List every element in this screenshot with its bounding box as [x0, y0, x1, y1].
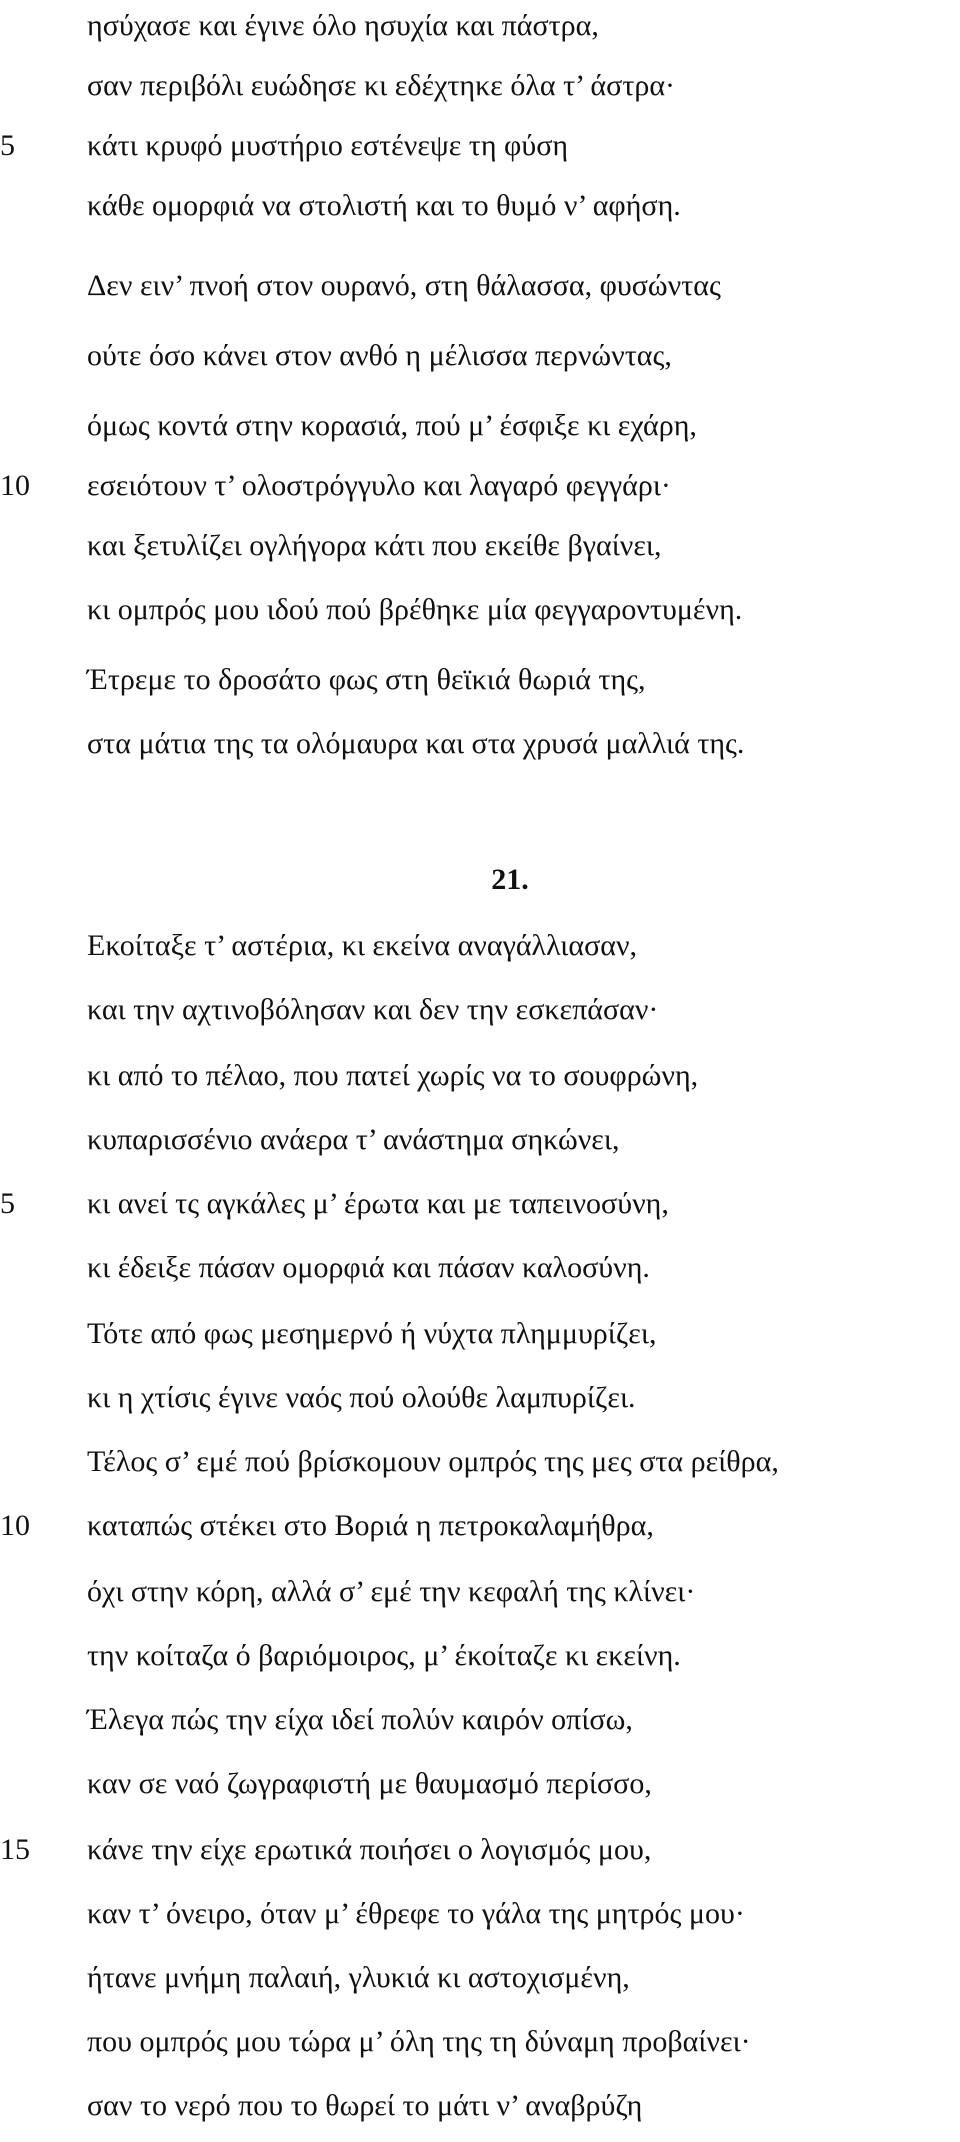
verse-line: Τότε από φως μεσημερνό ή νύχτα πλημμυρίζει, [87, 1317, 657, 1350]
verse-line: κάτι κρυφό μυστήριο εστένεψε τη φύση [87, 129, 569, 162]
verse-line: και ξετυλίζει ογλήγορα κάτι που εκείθε βγαίνει, [87, 529, 662, 562]
line-number: 5 [0, 129, 15, 162]
verse-line: καταπώς στέκει στο Βοριά η πετροκαλαμήθρα, [87, 1509, 654, 1542]
verse-line: κι ομπρός μου ιδού πού βρέθηκε μία φεγγαροντυμένη. [87, 593, 743, 626]
verse-line: ούτε όσο κάνει στον ανθό η μέλισσα περνώντας, [87, 339, 672, 372]
verse-line: κι από το πέλαο, που πατεί χωρίς να το σουφρώνη, [87, 1059, 699, 1092]
verse-line: στα μάτια της τα ολόμαυρα και στα χρυσά μαλλιά της. [87, 727, 745, 760]
verse-line: την κοίταζα ό βαριόμοιρος, μ’ έκοίταζε κι εκείνη. [87, 1639, 681, 1672]
verse-line: κυπαρισσένιο ανάερα τ’ ανάστημα σηκώνει, [87, 1123, 620, 1156]
line-number: 5 [0, 1187, 15, 1220]
verse-line: Τέλος σ’ εμέ πού βρίσκομουν ομπρός της μες στα ρείθρα, [87, 1445, 779, 1478]
verse-line: και την αχτινοβόλησαν και δεν την εσκεπάσαν· [87, 993, 659, 1026]
verse-line: ήτανε μνήμη παλαιή, γλυκιά κι αστοχισμένη, [87, 1961, 630, 1994]
verse-line: όμως κοντά στην κορασιά, πού μ’ έσφιξε κι εχάρη, [87, 409, 697, 442]
verse-line: Έλεγα πώς την είχα ιδεί πολύν καιρόν οπίσω, [87, 1703, 633, 1736]
line-number: 10 [0, 469, 30, 502]
verse-line: που ομπρός μου τώρα μ’ όλη της τη δύναμη προβαίνει· [87, 2025, 751, 2058]
verse-line: καν τ’ όνειρο, όταν μ’ έθρεφε το γάλα της μητρός μου· [87, 1897, 745, 1930]
verse-line: κι ανεί τς αγκάλες μ’ έρωτα και με ταπεινοσύνη, [87, 1187, 669, 1220]
line-number: 10 [0, 1509, 30, 1542]
verse-line: Εκοίταξε τ’ αστέρια, κι εκείνα αναγάλλιασαν, [87, 929, 638, 962]
section-heading: 21. [491, 863, 529, 896]
verse-line: κάνε την είχε ερωτικά ποιήσει ο λογισμός μου, [87, 1833, 652, 1866]
verse-line: σαν περιβόλι ευώδησε κι εδέχτηκε όλα τ’ άστρα· [87, 69, 676, 102]
verse-line: Δεν ειν’ πνοή στον ουρανό, στη θάλασσα, φυσώντας [87, 269, 721, 302]
verse-line: ησύχασε και έγινε όλο ησυχία και πάστρα, [87, 9, 599, 42]
verse-line: κάθε ομορφιά να στολιστή και το θυμό ν’ αφήση. [87, 189, 681, 222]
line-number: 15 [0, 1833, 30, 1866]
verse-line: κι η χτίσις έγινε ναός πού ολούθε λαμπυρίζει. [87, 1381, 636, 1414]
verse-line: καν σε ναό ζωγραφιστή με θαυμασμό περίσσο, [87, 1767, 652, 1800]
verse-line: εσειότουν τ’ ολοστρόγγυλο και λαγαρό φεγγάρι· [87, 469, 671, 502]
verse-line: σαν το νερό που το θωρεί το μάτι ν’ αναβρύζη [87, 2089, 643, 2122]
verse-line: όχι στην κόρη, αλλά σ’ εμέ την κεφαλή της κλίνει· [87, 1575, 696, 1608]
verse-line: Έτρεμε το δροσάτο φως στη θεϊκιά θωριά της, [87, 663, 646, 696]
verse-line: κι έδειξε πάσαν ομορφιά και πάσαν καλοσύνη. [87, 1251, 650, 1284]
